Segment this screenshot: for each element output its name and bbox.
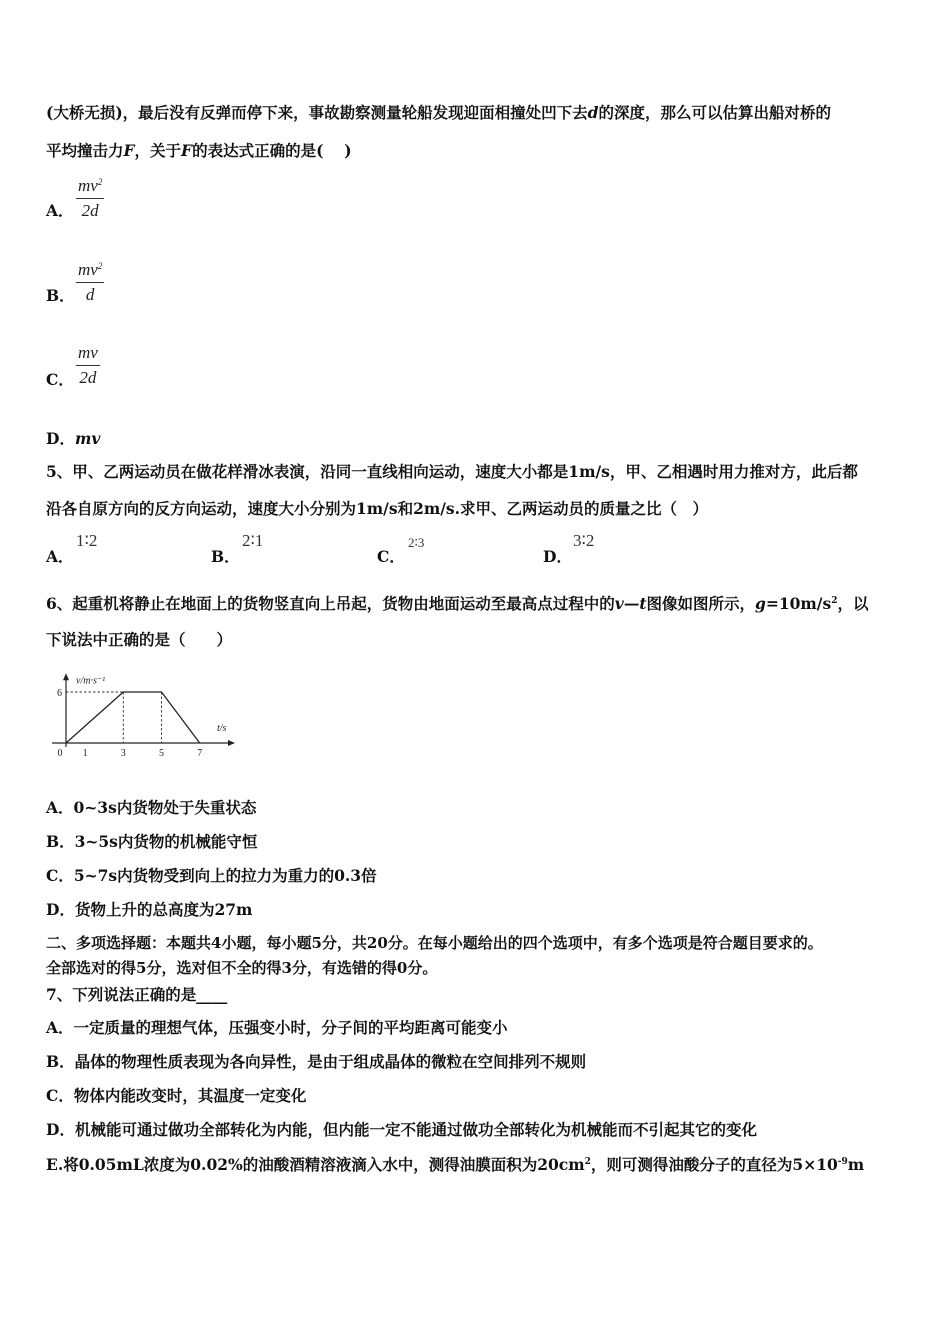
q5-option-d-letter[interactable]: D． <box>543 547 572 566</box>
q5-stem-line2: 沿各自原方向的反方向运动，速度大小分别为1m/s和2m/s.求甲、乙两运动员的质量之比（ ） <box>46 499 709 518</box>
q7-option-a[interactable]: A．一定质量的理想气体，压强变小时，分子间的平均距离可能变小 <box>46 1018 508 1037</box>
q6-option-d[interactable]: D．货物上升的总高度为27m <box>46 900 253 919</box>
q5-option-d-value[interactable]: 3∶2 <box>573 531 595 550</box>
x-tick-label-7: 7 <box>197 748 203 759</box>
x-tick-label-1: 1 <box>82 748 88 759</box>
y-axis-label: v/m·s⁻¹ <box>76 675 106 687</box>
q4-stem-line1: (大桥无损)，最后没有反弹而停下来，事故勘察测量轮船发现迎面相撞处凹下去d的深度，那么可以估算出船对桥的 <box>46 103 832 122</box>
q4-stem-line2: 平均撞击力F，关于F的表达式正确的是( ) <box>46 141 352 160</box>
y-axis-arrow-icon <box>63 673 69 680</box>
var-d: d <box>587 103 599 122</box>
vt-graph <box>50 664 240 760</box>
q4-option-b-fraction[interactable]: $\frac{mv^2}{d}$ <box>78 260 103 304</box>
q4-option-a-fraction[interactable]: $\frac{mv^2}{2d}$ <box>78 176 103 220</box>
y-tick-label-6: 6 <box>57 688 62 699</box>
q4-option-c-letter[interactable]: C． <box>46 370 74 389</box>
q5-option-b-value[interactable]: 2∶1 <box>242 531 264 550</box>
q7-stem: 7、下列说法正确的是____ <box>46 985 228 1004</box>
q6-option-b[interactable]: B．3~5s内货物的机械能守恒 <box>46 832 258 851</box>
q5-option-c-value[interactable]: 2∶3 <box>408 535 425 550</box>
q6-option-a[interactable]: A．0~3s内货物处于失重状态 <box>46 798 257 817</box>
q6-stem-line2: 下说法中正确的是（ ） <box>46 630 233 649</box>
var-F: F <box>123 141 135 160</box>
q7-option-d[interactable]: D．机械能可通过做功全部转化为内能，但内能一定不能通过做功全部转化为机械能而不引起其它的变化 <box>46 1120 757 1139</box>
x-tick-label-5: 5 <box>159 748 164 759</box>
q5-option-b-letter[interactable]: B． <box>211 547 240 566</box>
x-tick-label-3: 3 <box>120 748 126 759</box>
q5-option-a-value[interactable]: 1∶2 <box>76 531 98 550</box>
q4-option-b-letter[interactable]: B． <box>46 286 75 305</box>
vt-series-line <box>66 692 200 743</box>
x-axis-arrow-icon <box>228 740 235 746</box>
section2-heading-line1: 二、多项选择题：本题共4小题，每小题5分，共20分。在每小题给出的四个选项中，有多个选项是符合题目要求的。 <box>46 934 823 952</box>
q5-option-c-letter[interactable]: C． <box>377 547 405 566</box>
x-tick-label-0: 0 <box>57 748 63 759</box>
x-axis-label: t/s <box>216 723 227 734</box>
q5-option-a-letter[interactable]: A． <box>46 547 74 566</box>
q7-option-c[interactable]: C．物体内能改变时，其温度一定变化 <box>46 1086 307 1105</box>
q7-option-e[interactable]: E.将0.05mL浓度为0.02%的油酸酒精溶液滴入水中，测得油膜面积为$20cm^2$，则可测得油酸分子的直径为$5\times 10^{-9}m$ <box>46 1155 865 1174</box>
q6-option-c[interactable]: C．5~7s内货物受到向上的拉力为重力的0.3倍 <box>46 866 377 885</box>
section2-heading-line2: 全部选对的得5分，选对但不全的得3分，有选错的得0分。 <box>46 959 438 977</box>
q5-stem-line1: 5、甲、乙两运动员在做花样滑冰表演，沿同一直线相向运动，速度大小都是1m/s，甲、乙相遇时用力推对方，此后都 <box>46 462 858 481</box>
q4-option-a-letter[interactable]: A． <box>46 201 74 220</box>
q7-option-b[interactable]: B．晶体的物理性质表现为各向异性，是由于组成晶体的微粒在空间排列不规则 <box>46 1052 587 1071</box>
q6-stem-line1: 6、起重机将静止在地面上的货物竖直向上吊起，货物由地面运动至最高点过程中的v—t图像如图所示，$g=10m/s^2$，以 <box>46 594 869 613</box>
q4-option-d[interactable]: D．mv <box>46 429 101 448</box>
q4-option-c-fraction[interactable]: $\frac{mv}{2d}$ <box>78 343 98 387</box>
